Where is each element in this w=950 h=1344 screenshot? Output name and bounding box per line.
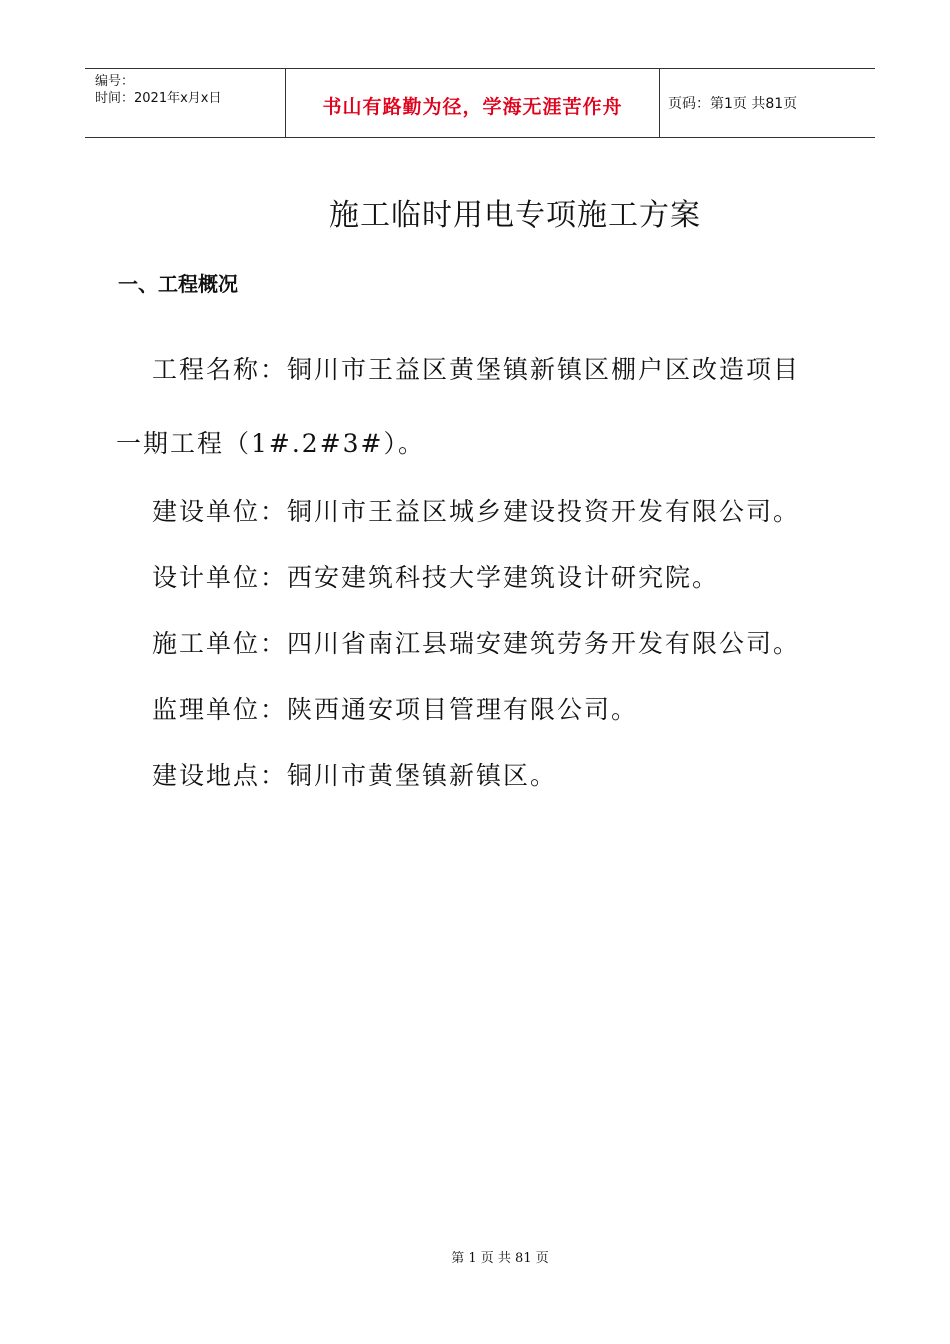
owner-line: 建设单位：铜川市王益区城乡建设投资开发有限公司。 bbox=[152, 497, 801, 526]
project-name-line2: 一期工程（1#.2#3#）。 bbox=[116, 429, 426, 458]
header-motto-cell bbox=[286, 69, 660, 137]
header-page-cell bbox=[660, 69, 875, 137]
location-line: 建设地点：铜川市黄堡镇新镇区。 bbox=[152, 761, 558, 790]
page-footer: 第 1 页 共 81 页 bbox=[451, 1251, 549, 1266]
project-name-line1: 工程名称：铜川市王益区黄堡镇新镇区棚户区改造项目 bbox=[152, 355, 801, 384]
header-meta bbox=[85, 69, 286, 137]
header-time: 时间：2021年x月x日 bbox=[95, 91, 222, 106]
supervisor-line: 监理单位：陕西通安项目管理有限公司。 bbox=[152, 695, 639, 724]
header-page-number: 页码：第1页 共81页 bbox=[668, 96, 798, 112]
document-title: 施工临时用电专项施工方案 bbox=[329, 198, 701, 233]
designer-line: 设计单位：西安建筑科技大学建筑设计研究院。 bbox=[152, 563, 720, 592]
header-number: 编号： bbox=[95, 74, 135, 89]
section-heading-overview: 一、工程概况 bbox=[118, 272, 238, 296]
contractor-line: 施工单位：四川省南江县瑞安建筑劳务开发有限公司。 bbox=[152, 629, 801, 658]
header-motto: 书山有路勤为径，学海无涯苦作舟 bbox=[322, 95, 623, 118]
page-header bbox=[85, 68, 875, 138]
